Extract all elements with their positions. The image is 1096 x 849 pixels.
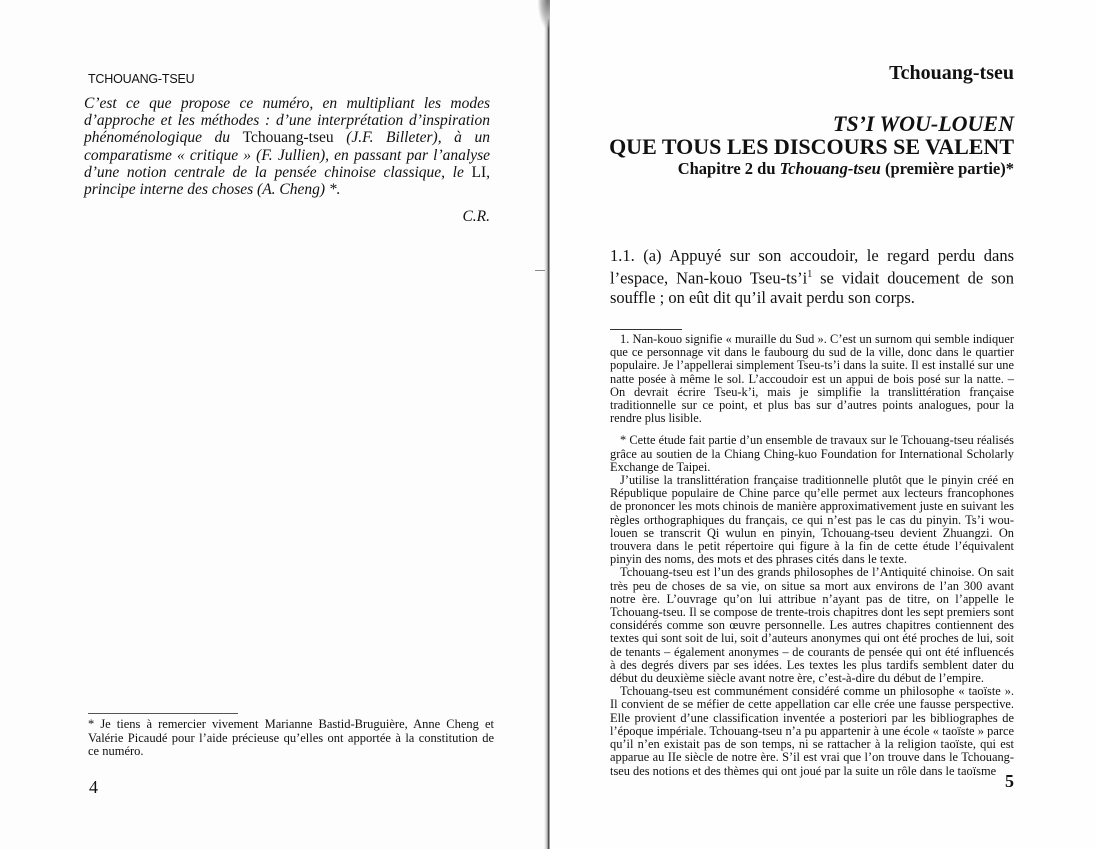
chapter-subtitle xyxy=(574,158,1014,180)
right-running-head: Tchouang-tseu xyxy=(889,62,1014,84)
chapter-title: TS’I WOU-LOUEN xyxy=(832,111,1014,136)
gutter-mark xyxy=(535,270,545,271)
footnote-ref: 1 xyxy=(807,269,813,280)
subtitle-work: Tchouang-tseu xyxy=(779,159,881,178)
body-text: se vidait doucement de son souffle ; on eût dit qu’il avait perdu son corps. xyxy=(610,268,1014,307)
left-running-head: TCHOUANG-TSEU xyxy=(88,72,195,86)
signature: C.R. xyxy=(462,208,490,225)
subtitle-prefix: Chapitre 2 du xyxy=(677,159,780,178)
chapter-title-translation: QUE TOUS LES DISCOURS SE VALENT xyxy=(609,134,1014,159)
left-page-number: 4 xyxy=(89,777,98,797)
intro-paragraph xyxy=(84,95,490,198)
intro-segment: , principe interne des choses (A. Cheng) *. xyxy=(84,163,490,199)
footnote-star: Tchouang-tseu est communément considéré comme un philosophe « taoïste ». Il convient de se méfier de cette appellation car elle crée une fausse perspective. Elle provient d’une classification inventée a posteriori par les bibliographes de l’époque impériale. Tchouang-tseu n’a pu appartenir à une école « taoïste » parce qu’il n’en existait pas de son temps, ni se rattacher à la religion taoïste, qui est apparue au IIe siècle de notre ère. S’il est vrai que l’on trouve dans le Tchouang-tseu des notions et des thèmes qui ont joué par la suite un rôle dans le taoïsme xyxy=(610,684,1014,778)
right-footnotes xyxy=(610,333,1014,778)
footnote-rule xyxy=(610,329,682,330)
body-text: 1.1. (a) Appuyé sur son accoudoir, le regard perdu dans l’espace, Nan-kouo Tseu-ts’i xyxy=(610,246,1014,288)
footnote-1: 1. Nan-kouo signifie « muraille du Sud ». C’est un surnom qui semble indiquer que ce personnage vit dans le faubourg du sud de la ville, donc dans le quartier populaire. Je l’appellerai simplement Tseu-ts’i dans la suite. Il est installé sur une natte posée à même le sol. L’accoudoir est un appui de bois posé sur la natte. – On devrait écrire Tseu-k’i, mais je simplifie la translittération française traditionnelle sur ce point, et plus bas sur d’autres points analogues, pour la rendre plus lisible. xyxy=(610,332,1014,426)
body-paragraph xyxy=(610,246,1014,307)
footnote-star: * Cette étude fait partie d’un ensemble de travaux sur le Tchouang-tseu réalisés grâce au soutien de la Chiang Ching-kuo Foundation for International Scholarly Exchange de Taipei. xyxy=(610,433,1014,474)
footnote-star: J’utilise la translittération française traditionnelle plutôt que le pinyin créé en République populaire de Chine parce qu’elle permet aux lecteurs francophones de prononcer les mots chinois de manière approximativement juste en suivant les règles orthographiques du français, ce qui n’est pas le cas du pinyin. Ts’i wou-louen se transcrit Qi wulun en pinyin, Tchouang-tseu devient Zhuangzi. On trouvera dans le petit répertoire qui figure à la fin de cette étude l’équivalent pinyin des noms, des mots et des phrases cités dans le texte. xyxy=(610,473,1014,567)
footnote-star: Tchouang-tseu est l’un des grands philosophes de l’Antiquité chinoise. On sait très peu de choses de sa vie, on situe sa mort aux environs de l’an 300 avant notre ère. L’ouvrage qu’on lui attribue n’ayant pas de titre, on l’appelle le Tchouang-tseu. Il se compose de trente-trois chapitres dont les sept premiers sont considérés comme son œuvre personnelle. Les autres chapitres contiennent des textes qui sont soit de lui, soit d’auteurs anonymes qui ont été proches de lui, soit de tenants – également anonymes – de courants de pensée qui ont été influencés à des degrés divers par ses idées. Les textes les plus tardifs semblent dater du début du deuxième siècle avant notre ère, c’est-à-dire du début de l’empire. xyxy=(610,565,1014,686)
subtitle-suffix: (première partie)* xyxy=(880,159,1014,178)
intro-segment: (J.F. Billeter), à un comparatisme « critique » (F. Jullien), en passant par l’analyse d’une notion centrale de la pensée chinoise classique, le xyxy=(84,129,490,181)
left-footnote: * Je tiens à remercier vivement Marianne Bastid-Bruguière, Anne Cheng et Valérie Picaudé pour l’aide précieuse qu’elles ont apportée à la constitution de ce numéro. xyxy=(88,717,494,759)
chapter-title-block xyxy=(574,112,1014,180)
intro-segment: LI xyxy=(471,163,487,181)
footnote-rule xyxy=(88,713,238,714)
intro-segment: Tchouang-tseu xyxy=(242,129,334,147)
intro-segment: C’est ce que propose ce numéro, en multipliant les modes d’approche et les méthodes : d’une interprétation d’inspiration phénoménologique du xyxy=(84,95,490,147)
right-page-number: 5 xyxy=(1005,771,1014,791)
